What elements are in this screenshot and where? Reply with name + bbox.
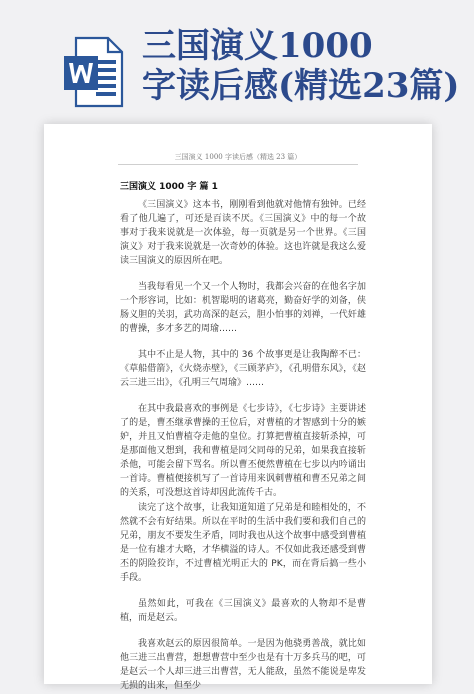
title-line-2: 字读后感(精选23篇) (142, 66, 460, 106)
paragraph: 其中不止是人物，其中的 36 个故事更是让我陶醉不已：《草船借箭》，《火烧赤壁》，《三顾茅庐》，《孔明借东风》，《赵云三进三出》，《孔明三气周瑜》…… (120, 350, 366, 388)
section-title: 三国演义 1000 字 篇 1 (120, 182, 218, 192)
running-header: 三国演义 1000 字读后感（精选 23 篇） (174, 153, 302, 161)
paragraph: 我喜欢赵云的原因很简单。一是因为他骁勇善战，就比如他三进三出曹营，想想曹营中至少也是有十万多兵马的吧，可是赵云一个人却三进三出曹营，无人能敌，虽然不能说是卑发无损的出来，但至少 (120, 639, 366, 691)
paragraph: 虽然如此，可我在《三国演义》最喜欢的人物却不是曹植，而是赵云。 (120, 599, 366, 623)
document-body (120, 180, 366, 694)
paragraph: 读完了这个故事，让我知道知道了兄弟是和睦相处的，不然就不会有好结果。所以在平时的生活中我们要和我们自己的兄弟，朋友不要发生矛盾，同时我也从这个故事中感受到曹植是一位有雄才大略，才华横溢的诗人。不仅如此我还感受到曹丕的阴险狡诈，不过曹植光明正大的 PK，而在背后搞一些小手段。 (120, 503, 366, 583)
paragraph: 《三国演义》这本书，刚刚看到他就对他情有独钟。已经看了他几遍了，可还是百读不厌。《三国演义》中的每一个故事对于我来说就是一次体验，每一页就是另一个世界。《三国演义》对于我来说就是一次奇妙的体验。这也许就是我这么爱读三国演义的原因所在吧。 (120, 200, 366, 266)
page-title (142, 26, 472, 106)
title-line-1: 三国演义1000 (142, 26, 373, 66)
header-rule (118, 164, 358, 165)
paragraph: 在其中我最喜欢的事例是《七步诗》，《七步诗》主要讲述了的是，曹丕继承曹操的王位后，对曹植的才智感到十分的嫉妒，并且又怕曹植夺走他的皇位。打算把曹植直接斩杀掉，可是那面他又想到，我和曹植是同父同母的兄弟，如果我直接斩杀他，可能会留下骂名。所以曹丕便然曹植在七步以内吟诵出一首诗。曹植便接机写了一首诗用来讽刺曹植和曹丕兄弟之间的关系，可没想这首诗却因此流传千古。 (120, 404, 366, 498)
paragraph: 当我每看见一个又一个人物时，我都会兴奋的在他名字加一个形容词，比如：机智聪明的诸葛亮，勤奋好学的刘备，侠肠义胆的关羽，武功高深的赵云，胆小怕事的刘禅，一代奸雄的曹操，多才多艺的周瑜…… (120, 282, 366, 334)
word-document-icon (62, 36, 124, 108)
document-page-preview (44, 124, 432, 691)
header-banner (0, 0, 474, 118)
